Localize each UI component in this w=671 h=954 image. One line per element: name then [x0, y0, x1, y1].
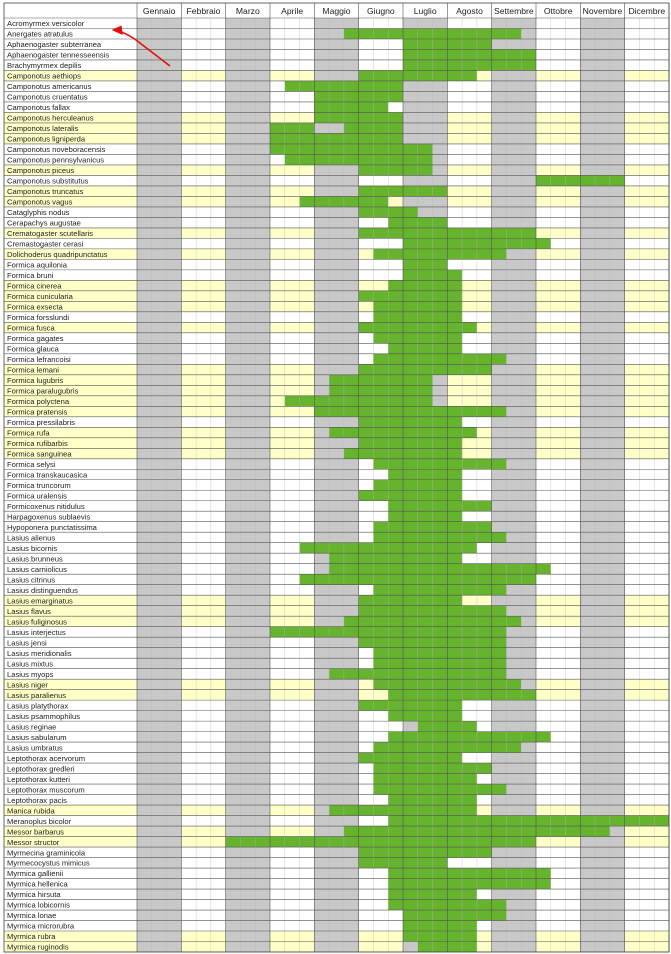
species-label: Formica aquilonia — [7, 260, 67, 270]
species-label: Crematogaster scutellaris — [7, 229, 94, 239]
species-label: Lasius flavus — [7, 606, 51, 616]
species-label: Camponotus aethiops — [7, 71, 81, 81]
species-label: Myrmica rubra — [7, 932, 56, 942]
active-period-bar — [388, 469, 462, 479]
species-label: Camponotus cruentatus — [7, 92, 88, 102]
month-header-ottobre: Ottobre — [543, 6, 573, 16]
month-header-maggio: Maggio — [322, 6, 351, 16]
active-period-bar — [403, 259, 447, 269]
species-label: Lasius paralienus — [7, 690, 67, 700]
active-period-bar — [388, 711, 462, 721]
species-label: Formica truncorum — [7, 480, 71, 490]
species-label: Aphaenogaster tennesseensis — [7, 50, 110, 60]
active-period-bar — [403, 49, 536, 59]
species-label: Dolichoderus quadripunctatus — [7, 250, 108, 260]
species-label: Formica polyctena — [7, 396, 70, 406]
active-period-bar — [388, 511, 462, 521]
active-period-bar — [359, 595, 462, 605]
species-label: Camponotus lateralis — [7, 124, 79, 134]
active-period-bar — [388, 280, 462, 290]
active-period-bar — [388, 732, 551, 742]
active-period-bar — [373, 658, 506, 668]
active-period-bar — [403, 931, 477, 941]
species-label: Lasius brunneus — [7, 554, 63, 564]
species-label: Formica fusca — [7, 323, 55, 333]
species-label: Myrmica ruginodis — [7, 942, 69, 952]
species-label: Camponotus pennsylvanicus — [7, 155, 105, 165]
species-label: Lasius niger — [7, 680, 48, 690]
active-period-bar — [314, 102, 388, 112]
species-label: Formica sanguinea — [7, 449, 72, 459]
species-label: Myrmecina graminicola — [7, 848, 86, 858]
species-label: Camponotus truncatus — [7, 187, 84, 197]
species-label: Formica gagates — [7, 334, 64, 344]
species-label: Hypoponera punctatissima — [7, 522, 97, 532]
species-label: Lasius citrinus — [7, 575, 56, 585]
active-period-bar — [373, 459, 506, 469]
active-period-bar — [373, 648, 506, 658]
species-label: Aphaenogaster subterranea — [7, 40, 102, 50]
species-label: Formica bruni — [7, 271, 54, 281]
species-label: Camponotus noveboracensis — [7, 145, 106, 155]
species-label: Harpagoxenus sublaevis — [7, 512, 91, 522]
species-label: Lasius mixtus — [7, 659, 54, 669]
grey-month-column-novembre — [580, 18, 624, 952]
active-period-bar — [359, 490, 462, 500]
species-label: Lasius reginae — [7, 722, 57, 732]
active-period-bar — [359, 847, 492, 857]
species-label: Formica selysi — [7, 459, 56, 469]
species-label: Lasius sabularum — [7, 732, 67, 742]
species-label: Formica pressilabris — [7, 417, 75, 427]
month-header-febbraio: Febbraio — [186, 6, 221, 16]
active-period-bar — [373, 774, 476, 784]
species-label: Formica rufa — [7, 428, 50, 438]
species-label: Leptothorax gredleri — [7, 764, 75, 774]
species-label: Formica uralensis — [7, 491, 67, 501]
species-label: Formica lemani — [7, 365, 59, 375]
species-label: Meranoplus bicolor — [7, 816, 72, 826]
active-period-bar — [359, 417, 462, 427]
species-label: Formica glauca — [7, 344, 59, 354]
species-label: Camponotus herculeanus — [7, 113, 94, 123]
species-label: Messor structor — [7, 837, 60, 847]
species-label: Cataglyphis nodus — [7, 208, 70, 218]
species-label: Lasius fuliginosus — [7, 617, 67, 627]
species-label: Myrmica lobicornis — [7, 900, 70, 910]
species-label: Myrmica hellenica — [7, 879, 68, 889]
month-header-giugno: Giugno — [366, 6, 395, 16]
species-label: Lasius emarginatus — [7, 596, 73, 606]
species-label: Camponotus substitutus — [7, 176, 89, 186]
active-period-bar — [373, 532, 506, 542]
species-label: Leptothorax kutteri — [7, 774, 70, 784]
species-label: Camponotus americanus — [7, 82, 92, 92]
species-label: Cerapachys augustae — [7, 218, 81, 228]
month-header-marzo: Marzo — [235, 6, 260, 16]
active-period-bar — [373, 354, 506, 364]
species-label: Formica lugubris — [7, 376, 64, 386]
active-period-bar — [373, 249, 506, 259]
month-header-novembre: Novembre — [582, 6, 623, 16]
month-header-luglio: Luglio — [413, 6, 437, 16]
grey-month-column-marzo — [226, 18, 270, 952]
species-label: Lasius alienus — [7, 533, 56, 543]
species-label: Lasius distinguendus — [7, 585, 78, 595]
active-period-bar — [329, 375, 432, 385]
species-label: Formica forsslundi — [7, 313, 70, 323]
species-label: Lasius interjectus — [7, 627, 66, 637]
species-label: Brachymyrmex depilis — [7, 61, 82, 71]
active-period-bar — [359, 700, 462, 710]
species-label: Formica transkaucasica — [7, 470, 88, 480]
species-label: Messor barbarus — [7, 827, 64, 837]
active-period-bar — [270, 133, 403, 143]
active-period-bar — [403, 921, 477, 931]
month-header-agosto: Agosto — [456, 6, 483, 16]
active-period-bar — [359, 753, 462, 763]
active-period-bar — [314, 406, 506, 416]
species-label: Camponotus fallax — [7, 103, 70, 113]
species-label: Leptothorax acervorum — [7, 753, 86, 763]
grey-month-column-gennaio — [137, 18, 181, 952]
species-label: Lasius psammophilus — [7, 711, 81, 721]
species-label: Cremastogaster cerasi — [7, 239, 84, 249]
species-label: Acromyrmex versicolor — [7, 19, 85, 29]
species-label: Myrmecocystus mimicus — [7, 858, 90, 868]
species-label: Leptothorax pacis — [7, 795, 67, 805]
species-label: Lasius platythorax — [7, 701, 69, 711]
species-label: Formica cunicularia — [7, 292, 73, 302]
active-period-bar — [270, 144, 433, 154]
species-label: Myrmica lonae — [7, 911, 57, 921]
species-label: Myrmica microrubra — [7, 921, 75, 931]
species-label: Lasius umbratus — [7, 743, 63, 753]
active-period-bar — [359, 165, 433, 175]
species-label: Lasius bicornis — [7, 543, 58, 553]
month-header-aprile: Aprile — [281, 6, 304, 16]
species-label: Camponotus vagus — [7, 197, 73, 207]
active-period-bar — [226, 837, 536, 847]
month-header-settembre: Settembre — [494, 6, 534, 16]
species-label: Formica rufibarbis — [7, 438, 68, 448]
active-period-bar — [403, 910, 506, 920]
active-period-bar — [359, 364, 492, 374]
active-period-bar — [403, 60, 536, 70]
species-label: Camponotus ligniperda — [7, 134, 86, 144]
grey-month-column-settembre — [492, 18, 536, 952]
active-period-bar — [373, 585, 506, 595]
active-period-bar — [329, 564, 551, 574]
species-label: Formicoxenus nitidulus — [7, 501, 85, 511]
active-period-bar — [388, 868, 551, 878]
active-period-bar — [388, 879, 551, 889]
active-period-bar — [359, 438, 462, 448]
active-period-bar — [270, 123, 314, 133]
active-period-bar — [388, 343, 462, 353]
species-label: Myrmica gallienii — [7, 869, 64, 879]
species-label: Leptothorax muscorum — [7, 785, 85, 795]
active-period-bar — [329, 553, 462, 563]
active-period-bar — [359, 291, 462, 301]
month-header-dicembre: Dicembre — [628, 6, 666, 16]
species-label: Formica cinerea — [7, 281, 62, 291]
species-label: Lasius meridionalis — [7, 648, 72, 658]
species-label: Anergates atratulus — [7, 29, 73, 39]
species-label: Formica lefrancoisi — [7, 355, 71, 365]
species-label: Manica rubida — [7, 806, 55, 816]
active-period-bar — [388, 816, 669, 826]
species-label: Formica pratensis — [7, 407, 68, 417]
species-label: Lasius myops — [7, 669, 54, 679]
species-label: Formica paralugubris — [7, 386, 79, 396]
active-period-bar — [373, 784, 506, 794]
species-label: Lasius carniolicus — [7, 564, 67, 574]
month-header-gennaio: Gennaio — [142, 6, 176, 16]
active-period-bar — [388, 501, 491, 511]
species-label: Formica exsecta — [7, 302, 63, 312]
species-label: Myrmica hirsuta — [7, 890, 61, 900]
active-period-bar — [329, 385, 432, 395]
species-label: Lasius jensi — [7, 638, 47, 648]
species-label: Camponotus piceus — [7, 166, 75, 176]
